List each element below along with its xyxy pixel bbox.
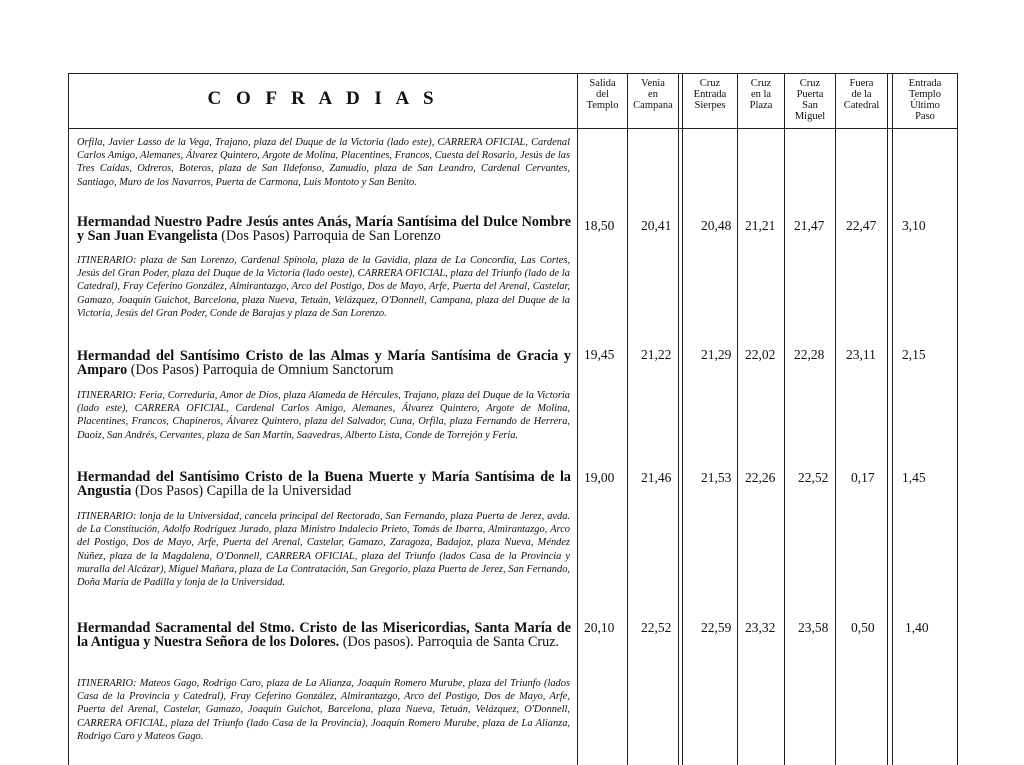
time-cruz-plaza: 23,32 [745, 620, 776, 635]
time-cruz-plaza: 22,26 [745, 470, 776, 485]
time-fuera-catedral: 0,50 [851, 620, 875, 635]
column-header-venia: Venia en Campana [633, 78, 673, 111]
hermandad-name: Hermandad Nuestro Padre Jesús antes Anás, María Santísima del Dulce Nombre y San Juan Evangelista [77, 214, 571, 244]
time-entrada-templo: 1,40 [905, 620, 929, 635]
time-cruz-sierpes: 22,59 [701, 620, 732, 635]
hermandad-itinerary: ITINERARIO: Mateos Gago, Rodrigo Caro, plaza de La Alianza, Joaquín Romero Murube, plaza del Triunfo (lados Casa de la Provincia y Catedral), Fray Ceferino González, Almirantazgo, Arco del Postigo, Dos de Mayo, Arfe, Puerta del Arenal, Castelar, Gamazo, Joaquín Guichot, Barcelona, plaza Nueva, Tetuán, Velázquez, O'Donnell, CARRERA OFICIAL, plaza del Triunfo (lado Casa de la Provincia), Joaquín Romero Murube, plaza de La Alianza, Rodrigo Caro y Mateos Gago. [77, 678, 570, 742]
hermandad-name: Hermandad del Santísimo Cristo de la Buena Muerte y María Santísima de la Angustia [77, 469, 571, 499]
hermandad-name: Hermandad del Santísimo Cristo de las Almas y María Santísima de Gracia y Amparo [77, 348, 571, 378]
time-cruz-sierpes: 21,29 [701, 347, 732, 362]
hermandad-title [77, 349, 571, 377]
time-cruz-plaza: 22,02 [745, 347, 776, 362]
header-divider [69, 128, 957, 129]
column-divider [835, 74, 836, 765]
hermandad-itinerary: ITINERARIO: Feria, Correduría, Amor de Dios, plaza Alameda de Hércules, Trajano, plaza del Duque de la Victoria (lado este), CARRERA OFICIAL, Cardenal Carlos Amigo, Alemanes, Álvarez Quintero, Argote de Molina, Placentines, Francos, Chapineros, Álvarez Quintero, plaza del Salvador, Cuna, Orfila, plaza Fernando de Herrera, Daoiz, San Andrés, Cervantes, plaza de San Martín, Saavedras, Alberto Lista, Conde de Torrejón y Feria. [77, 390, 570, 441]
time-venia: 20,41 [641, 218, 672, 233]
time-salida: 20,10 [584, 620, 615, 635]
time-salida: 18,50 [584, 218, 615, 233]
time-cruz-san-miguel: 22,52 [798, 470, 829, 485]
time-entrada-templo: 2,15 [902, 347, 926, 362]
time-cruz-san-miguel: 23,58 [798, 620, 829, 635]
column-divider [678, 74, 679, 765]
hermandad-itinerary: ITINERARIO: plaza de San Lorenzo, Cardenal Spínola, plaza de la Gavidia, plaza de La Concordia, Las Cortes, Jesús del Gran Poder, plaza del Duque de la Victoria (lado oeste), CARRERA OFICIAL, plaza del Triunfo (lado de la Catedral), Fray Ceferino González, Almirantazgo, Arco del Postigo, Dos de Mayo, Arfe, Puerta del Arenal, Castelar, Gamazo, Joaquín Guichot, Barcelona, plaza Nueva, Tetuán, Velázquez, O'Donnell, Campana, plaza del Duque de la Victoria, Jesús del Gran Poder, Conde de Barajas y plaza de San Lorenzo. [77, 255, 570, 319]
column-header-cruz-sierpes: Cruz Entrada Sierpes [693, 78, 727, 111]
hermandad-title [77, 470, 571, 498]
column-divider [784, 74, 785, 765]
time-venia: 21,22 [641, 347, 672, 362]
hermandad-detail: (Dos Pasos) Capilla de la Universidad [131, 483, 352, 499]
time-fuera-catedral: 23,11 [846, 347, 876, 362]
time-salida: 19,00 [584, 470, 615, 485]
time-entrada-templo: 3,10 [902, 218, 926, 233]
column-header-fuera-catedral: Fuera de la Catedral [843, 78, 880, 111]
time-fuera-catedral: 0,17 [851, 470, 875, 485]
hermandad-detail: (Dos Pasos) Parroquia de Omnium Sanctorum [127, 362, 394, 378]
procession-schedule-table [68, 73, 958, 765]
column-divider [887, 74, 888, 765]
time-venia: 22,52 [641, 620, 672, 635]
column-divider [682, 74, 683, 765]
column-header-cruz-san-miguel: Cruz Puerta San Miguel [794, 78, 826, 122]
time-cruz-san-miguel: 22,28 [794, 347, 825, 362]
time-cruz-sierpes: 21,53 [701, 470, 732, 485]
column-divider [577, 74, 578, 765]
hermandad-name: Hermandad Sacramental del Stmo. Cristo de las Misericordias, Santa María de la Antigua y Nuestra Señora de los Dolores. [77, 620, 571, 650]
hermandad-detail: (Dos Pasos) Parroquia de San Lorenzo [217, 228, 441, 244]
hermandad-detail: (Dos pasos). Parroquia de Santa Cruz. [339, 634, 560, 650]
time-cruz-plaza: 21,21 [745, 218, 776, 233]
column-divider [892, 74, 893, 765]
table-title: C O F R A D I A S [207, 88, 439, 109]
time-cruz-sierpes: 20,48 [701, 218, 732, 233]
itinerary-continuation: Orfila, Javier Lasso de la Vega, Trajano, plaza del Duque de la Victoria (lado este), CARRERA OFICIAL, Cardenal Carlos Amigo, Alemanes, Álvarez Quintero, Argote de Molina, Placentines, Francos, Cuesta del Rosario, Jesús de las Tres Caídas, Odreros, Boteros, plaza de San Ildefonso, Zamudio, plaza de San Leandro, Cardenal Cervantes, Santiago, Muro de los Navarros, Puerta de Carmona, Luis Montoto y San Benito. [77, 137, 570, 188]
time-cruz-san-miguel: 21,47 [794, 218, 825, 233]
hermandad-itinerary: ITINERARIO: lonja de la Universidad, cancela principal del Rectorado, San Fernando, plaza Puerta de Jerez, avda. de La Constitución, Adolfo Rodríguez Jurado, plaza Ministro Indalecio Prieto, Tomás de Ibarra, Almirantazgo, Arco del Postigo, Dos de Mayo, Arfe, Puerta del Arenal, Castelar, Gamazo, Zaragoza, Badajoz, plaza Nueva, Méndez Núñez, plaza de la Magdalena, O'Donnell, CARRERA OFICIAL, plaza del Triunfo (lados Casa de la Provincia y muralla del Alcázar), Miguel Mañara, plaza de La Contratación, San Gregorio, plaza Puerta de Jerez, San Fernando, Doña María de Padilla y lonja de la Universidad. [77, 511, 570, 589]
time-venia: 21,46 [641, 470, 672, 485]
column-divider [627, 74, 628, 765]
time-fuera-catedral: 22,47 [846, 218, 877, 233]
hermandad-title [77, 215, 571, 243]
time-entrada-templo: 1,45 [902, 470, 926, 485]
time-salida: 19,45 [584, 347, 615, 362]
column-divider [737, 74, 738, 765]
column-header-cruz-plaza: Cruz en la Plaza [749, 78, 773, 111]
hermandad-title [77, 621, 571, 649]
column-header-salida: Salida del Templo [586, 78, 619, 111]
column-header-entrada-templo: Entrada Templo Último Paso [908, 78, 942, 122]
